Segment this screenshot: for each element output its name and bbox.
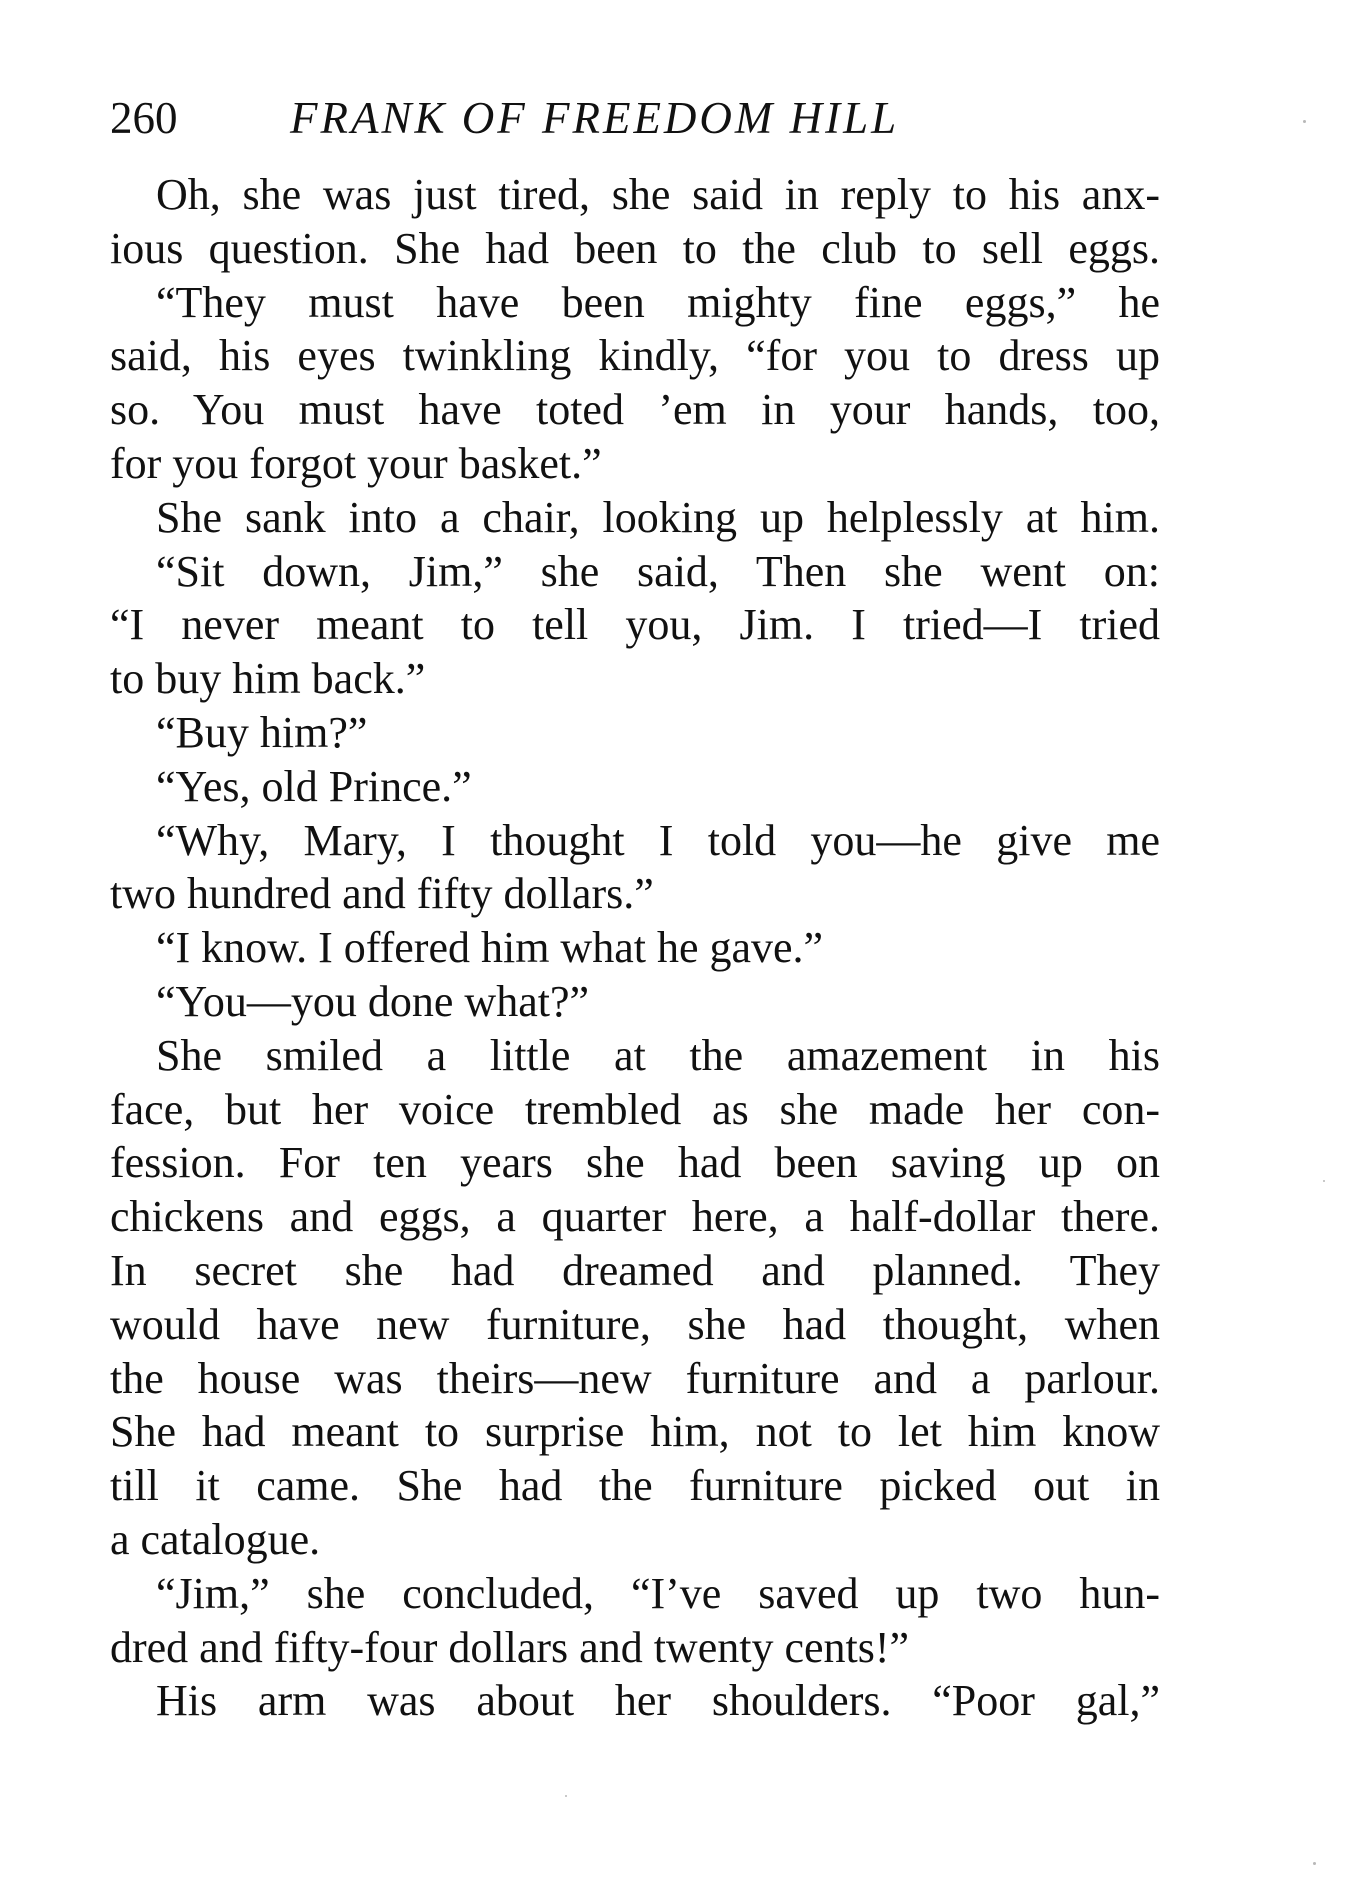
text-line: for you forgot your basket.” (110, 438, 602, 488)
text-line: fession. For ten years she had been saving up on (110, 1138, 1160, 1188)
text-line: “Why, Mary, I thought I told you—he give me (156, 815, 1160, 865)
book-title: FRANK OF FREEDOM HILL (290, 93, 900, 143)
text-line: “They must have been mighty fine eggs,” he (156, 277, 1160, 327)
text-line: She smiled a little at the amazement in his (156, 1030, 1160, 1080)
text-line: Oh, she was just tired, she said in reply to his anx- (156, 170, 1160, 219)
text-line: “You—you done what?” (156, 976, 590, 1026)
body-text (110, 168, 1160, 1728)
paper-speck (1303, 120, 1306, 123)
text-line: till it came. She had the furniture picked out in (110, 1461, 1160, 1511)
text-line: chickens and eggs, a quarter here, a half-dollar there. (110, 1192, 1160, 1242)
text-line: She had meant to surprise him, not to let him know (110, 1407, 1160, 1457)
paper-speck (1323, 1180, 1325, 1182)
text-line: would have new furniture, she had thought, when (110, 1299, 1160, 1349)
text-line: “Buy him?” (156, 707, 368, 757)
text-line: to buy him back.” (110, 654, 426, 704)
text-line: said, his eyes twinkling kindly, “for you to dress up (110, 331, 1160, 381)
text-line: “I know. I offered him what he gave.” (156, 923, 824, 973)
page-number: 260 (110, 93, 178, 143)
text-line: “Jim,” she concluded, “I’ve saved up two hun- (156, 1568, 1160, 1618)
text-line: “Sit down, Jim,” she said, Then she went on: (156, 546, 1160, 596)
text-line: His arm was about her shoulders. “Poor gal,” (156, 1676, 1160, 1726)
text-line: so. You must have toted ’em in your hands, too, (110, 385, 1160, 435)
text-line: the house was theirs—new furniture and a parlour. (110, 1353, 1160, 1403)
text-line: “Yes, old Prince.” (156, 761, 472, 811)
paper-speck (565, 1795, 567, 1797)
text-line: In secret she had dreamed and planned. They (110, 1245, 1160, 1295)
paper-speck (1313, 1862, 1316, 1865)
text-line: a catalogue. (110, 1514, 321, 1564)
text-line: face, but her voice trembled as she made her con- (110, 1084, 1160, 1134)
running-head (110, 88, 899, 148)
text-line: dred and fifty-four dollars and twenty cents!” (110, 1622, 910, 1672)
text-line: She sank into a chair, looking up helplessly at him. (156, 492, 1160, 542)
text-line: “I never meant to tell you, Jim. I tried—I tried (110, 600, 1160, 650)
text-line: ious question. She had been to the club to sell eggs. (110, 223, 1160, 273)
text-line: two hundred and fifty dollars.” (110, 869, 654, 919)
